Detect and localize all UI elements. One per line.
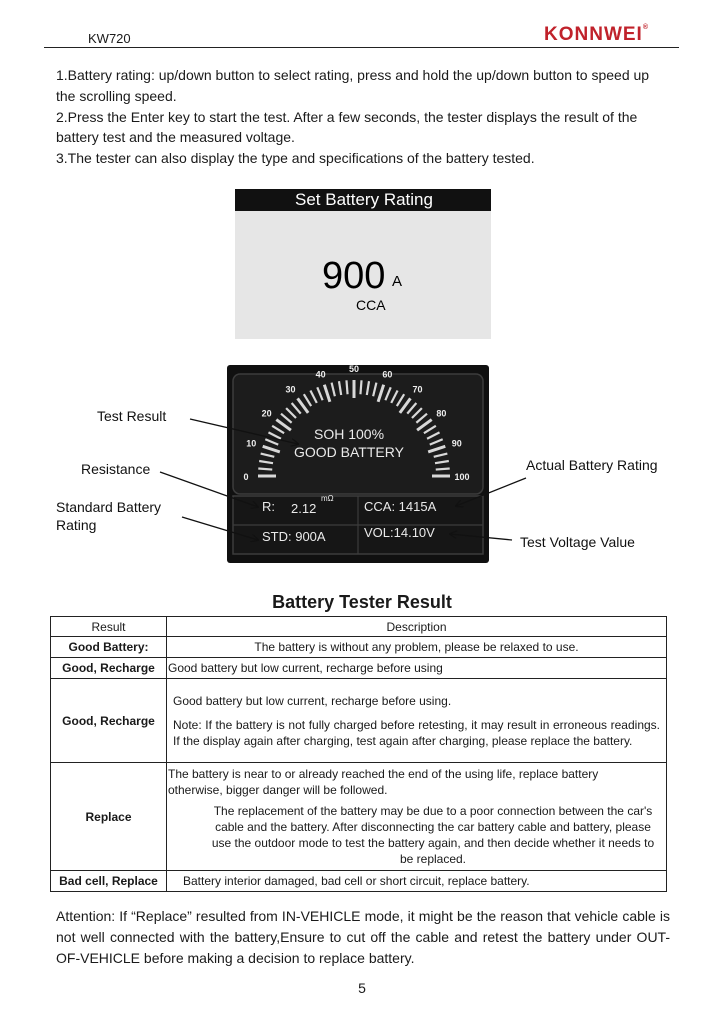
brand-name: KONNWEI [544,24,643,45]
table-title: Battery Tester Result [272,592,452,612]
table-row [51,637,667,658]
table-row [51,763,667,871]
gauge-scale-label: 60 [382,369,393,380]
result-cell: Replace [51,763,167,871]
result-table [50,616,667,892]
callout-actual-rating: Actual Battery Rating [526,457,658,473]
result-cell: Bad cell, Replace [51,871,167,892]
result-cell: Good, Recharge [51,679,167,763]
table-row [51,871,667,892]
page-number: 5 [358,980,366,996]
status-text: GOOD BATTERY [294,444,404,460]
gauge-scale-label: 100 [454,472,470,482]
rating-type: CCA [356,297,386,313]
gauge-scale-label: 40 [315,369,326,380]
description-text: The battery is near to or already reached the end of the using life, replace battery otherwise, bigger danger will be followed. [168,766,599,797]
std-readout: STD: 900A [262,529,326,544]
description-cell: Battery interior damaged, bad cell or short circuit, replace battery. [167,871,667,892]
instruction-3: 3.The tester can also display the type and specifications of the battery tested. [56,150,535,167]
description-cell [167,679,667,763]
gauge-scale-label: 20 [261,408,272,419]
description-cell: The battery is without any problem, please be relaxed to use. [167,637,667,658]
description-cell: Good battery but low current, recharge before using [167,658,667,679]
arrow-standard-rating [182,517,258,540]
description-note: The replacement of the battery may be due to a poor connection between the car's cable and the battery. After disconnecting the car battery cable and battery, please use the outdoor mode to test the battery again, and then decide whether it needs to be replaced. [211,803,655,866]
gauge-scale-label: 70 [412,384,423,395]
resistance-label: R: [262,499,275,514]
resistance-unit: mΩ [321,494,334,503]
rating-screen-title: Set Battery Rating [295,190,433,209]
gauge-scale-label: 50 [348,365,360,374]
callout-resistance: Resistance [81,461,151,477]
description-text: Good battery but low current, recharge before using. [173,693,452,708]
resistance-value: 2.12 [291,501,317,516]
vol-readout: VOL:14.10V [364,525,435,540]
cca-readout: CCA: 1415A [364,499,437,514]
gauge-scale-label: 90 [451,438,462,449]
callout-test-result: Test Result [97,408,167,424]
gauge-scale-label: 0 [243,472,249,482]
arrow-actual-rating [456,478,526,506]
arrow-test-result [190,419,298,444]
document-model: KW720 [88,31,131,46]
soh-text: SOH 100% [314,426,385,442]
gauge-scale-label: 30 [285,384,296,395]
header-description: Description [167,617,667,637]
callout-test-voltage: Test Voltage Value [520,534,635,550]
description-note: Note: If the battery is not fully charged before retesting, it may result in erroneous readings. If the display again after charging, test again after charging, please replace the battery. [173,717,660,748]
table-row [51,679,667,763]
attention-note: Attention: If “Replace” resulted from IN-VEHICLE mode, it might be the reason that vehicle cable is not well connected with the battery,Ensure to cut off the cable and retest the battery under OUT-OF-VEHICLE before making a decision to replace battery. [56,908,670,966]
registered-mark: ® [642,24,649,31]
table-header-row [51,617,667,637]
description-cell [167,763,667,871]
rating-value: 900 [322,255,386,297]
arrow-resistance [160,472,258,507]
instruction-1: 1.Battery rating: up/down button to select rating, press and hold the up/down button to speed up the scrolling speed. [56,67,650,104]
gauge-scale-label: 80 [436,408,447,419]
rating-unit: A [392,273,403,290]
result-cell: Good Battery: [51,637,167,658]
gauge-scale-label: 10 [246,438,257,449]
arrow-test-voltage [450,534,512,540]
header-result: Result [51,617,167,637]
table-row [51,658,667,679]
instruction-2: 2.Press the Enter key to start the test. After a few seconds, the tester displays the result of the battery test and the measured voltage. [56,108,638,146]
result-cell: Good, Recharge [51,658,167,679]
callout-standard-rating: Standard Battery Rating [56,499,162,533]
